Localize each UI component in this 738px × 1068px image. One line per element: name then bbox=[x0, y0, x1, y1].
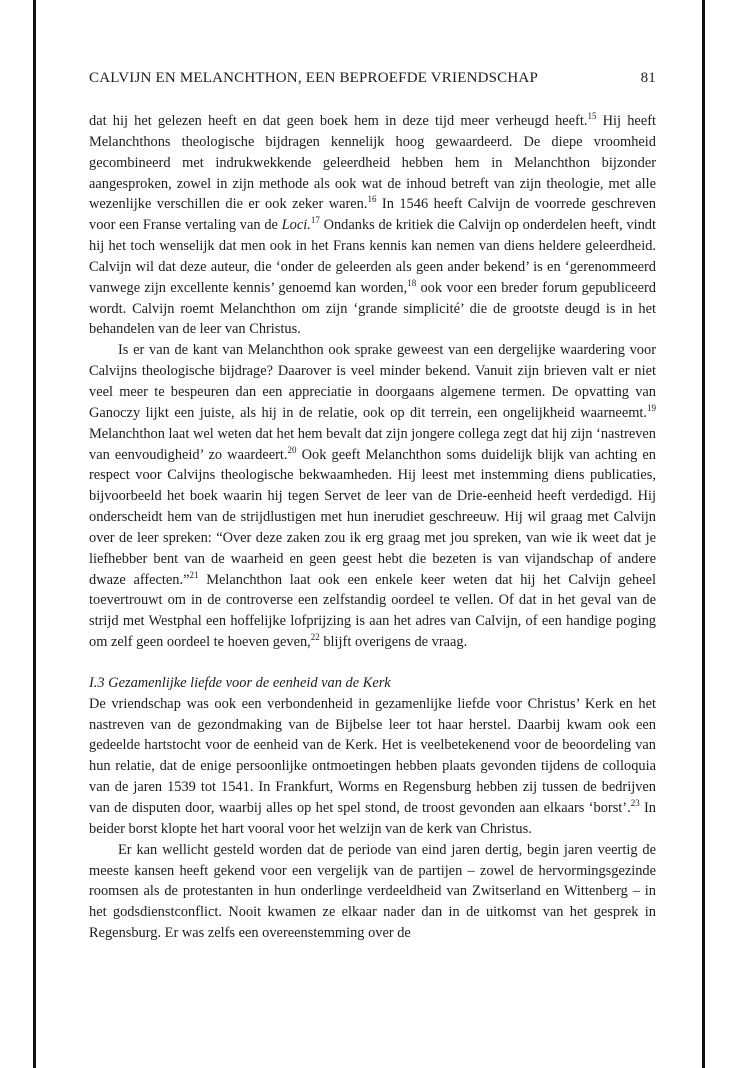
footnote-ref-17: 17 bbox=[310, 215, 320, 226]
binding-edge-left bbox=[33, 0, 36, 1068]
text-run: In beider borst klopte het hart vooral voor het welzijn van de kerk van Christus. bbox=[89, 800, 656, 837]
paragraph-1 bbox=[89, 111, 656, 340]
text-run: Melanchthon laat wel weten dat het hem bevalt dat zijn jongere collega zegt dat hij zijn ‘nastreven van eenvoudigheid’ zo waardeert. bbox=[89, 425, 656, 463]
section-heading: I.3 Gezamenlijke liefde voor de eenheid van de Kerk bbox=[89, 674, 391, 691]
text-run: Ondanks de kritiek die Calvijn op onderdelen heeft, vindt hij het toch wenselijk dat men ook in het Frans kennis kan nemen van diens heldere geleerdheid. Calvijn wil dat deze auteur, die ‘onder de geleerden als geen ander bekend’ is en ‘gerenommeerd vanwege zijn excellente kennis’ genoemd kan worden, bbox=[89, 217, 656, 296]
footnote-ref-21: 21 bbox=[189, 569, 199, 580]
text-run: In 1546 heeft Calvijn de voorrede geschreven voor een Franse vertaling van de bbox=[89, 196, 656, 234]
footnote-ref-23: 23 bbox=[630, 798, 640, 808]
body-text bbox=[89, 111, 656, 944]
text-run: De vriendschap was ook een verbondenheid in gezamenlijke liefde voor Christus’ Kerk en het nastreven van de gezondmaking van de Bijbelse leer tot haar herstel. Daarbij kwam ook een gedeelde hartstocht voor de eenheid van de Kerk. Het is veelbetekenend voor de beoordeling van hun relatie, dat de enige persoonlijke ontmoetingen hebben plaats gevonden tijdens de colloquia van de jaren 1539 tot 1541. In Frankfurt, Worms en Regensburg hebben zij tussen de bedrijven van de disputen door, waarbij alles op het spel stond, de troost gevonden aan elkaars ‘borst’. bbox=[89, 695, 656, 816]
paragraph-2 bbox=[89, 340, 656, 653]
paragraph-4 bbox=[89, 840, 656, 944]
section-gap bbox=[89, 653, 656, 673]
text-run: dat hij het gelezen heeft en dat geen boek hem in deze tijd meer verheugd heeft. bbox=[89, 113, 588, 129]
text-run: Hij heeft Melanchthons theologische bijdragen kennelijk hoog gewaardeerd. De diepe vroomheid gecombineerd met indrukwekkende geleerdheid hebben hem in Melanchthon bijzonder aangesproken, zowel in zijn methode als ook wat de inhoud betreft van zijn theologie, met alle wezenlijke verschillen die er ook zeker waren. bbox=[89, 113, 656, 213]
footnote-ref-18: 18 bbox=[407, 277, 417, 288]
footnote-ref-19: 19 bbox=[647, 402, 656, 413]
text-run: ook voor een breder forum gepubliceerd wordt. Calvijn roemt Melanchthon om zijn ‘grande simplicité’ die de grootste deugd is in het behandelen van de leer van Christus. bbox=[89, 279, 656, 338]
loci-title: Loci. bbox=[281, 217, 311, 234]
paragraph-3 bbox=[89, 694, 656, 840]
footnote-ref-16: 16 bbox=[367, 194, 377, 205]
text-run: Ook geeft Melanchthon soms duidelijk blijk van achting en respect voor Calvijns theologische bekwaamheden. Hij leest met instemming diens publicaties, bijvoorbeeld het boek waarin hij tegen Servet de leer van de Drie-eenheid heeft verdedigd. Hij onderscheidt hem van de strijdlustigen met hun inerudiet geschreeuw. Hij wil graag met Calvijn over de leer spreken: “Over deze zaken zou ik erg graag met jou spreken, van wie ik weet dat je liefhebber bent van de waarheid en geen geest hebt die bezeten is van vijandschap of andere dwaze affecten.” bbox=[89, 446, 656, 588]
text-run: blijft overigens de vraag. bbox=[319, 634, 468, 651]
binding-edge-right bbox=[702, 0, 705, 1068]
page-number: 81 bbox=[640, 70, 656, 86]
running-head-title: CALVIJN EN MELANCHTHON, EEN BEPROEFDE VRIENDSCHAP bbox=[89, 70, 538, 86]
running-head bbox=[89, 70, 656, 92]
footnote-ref-22: 22 bbox=[310, 632, 320, 643]
text-run: Melanchthon laat ook een enkele keer weten dat hij het Calvijn geheel toevertrouwt om in de controverse een zelfstandig oordeel te vellen. Of dat in het geval van de strijd met Westphal een hoffelijke lofprijzing is aan het adres van Calvijn, of een handige poging om zelf geen oordeel te hoeven geven, bbox=[89, 571, 656, 651]
text-run: Is er van de kant van Melanchthon ook sprake geweest van een dergelijke waardering voor Calvijns theologische bijdrage? Daarover is veel minder bekend. Vanuit zijn brieven valt er niet veel meer te bespeuren dan een appreciatie in doorgaans algemene termen. De opvatting van Ganoczy lijkt een juiste, als hij in de relatie, ook op dit terrein, een ongelijkheid waarneemt. bbox=[89, 342, 656, 421]
footnote-ref-15: 15 bbox=[587, 111, 597, 121]
text-run: Er kan wellicht gesteld worden dat de periode van eind jaren dertig, begin jaren veertig de meeste kansen heeft gekend voor een vergelijk van de partijen – zowel de hervormingsgezinde roomsen als de protestanten in hun onderlinge verdeeldheid van Zwitserland en Wittenberg – in het godsdienstconflict. Nooit kwamen ze elkaar nader dan in de uitkomst van het gesprek in Regensburg. Er was zelfs een overeenstemming over de bbox=[89, 841, 656, 942]
footnote-ref-20: 20 bbox=[287, 444, 297, 455]
